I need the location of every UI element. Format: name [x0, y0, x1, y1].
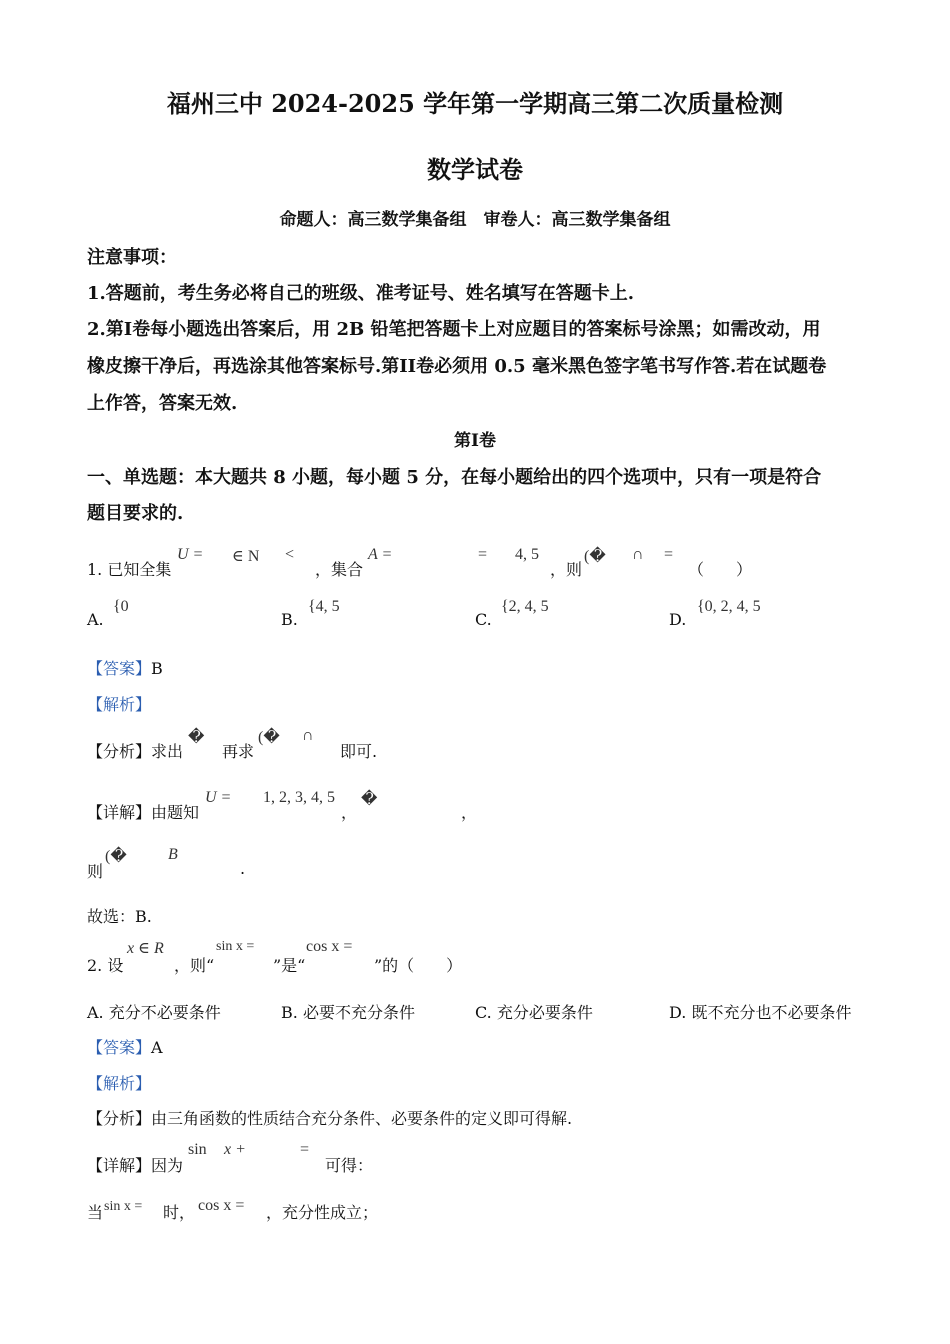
q2-detail-line: [87, 1153, 183, 1176]
q1-blank: （ ）: [688, 560, 753, 579]
q1-math-cap: ∩: [632, 546, 644, 563]
q2-option-b-text: 必要不充分条件: [302, 1003, 415, 1022]
q1-detail-m1: U =: [205, 789, 232, 806]
q1-math-45: 4, 5: [515, 546, 539, 563]
q2-when-m2: cos x =: [198, 1197, 245, 1214]
q1-then: 则: [87, 862, 104, 881]
q2-math-sin: sin x =: [216, 939, 255, 954]
q1-fenxi-m1: �: [188, 729, 205, 746]
q2-detail-a: 因为: [151, 1156, 184, 1175]
q2-option-d-text: 既不充分也不必要条件: [691, 1003, 852, 1022]
q1-fenxi-line: [87, 739, 183, 762]
q1-answer-tag: 【答案】: [87, 659, 152, 678]
q2-stem-c: ”是“: [273, 956, 306, 975]
q1-then-m2: B: [168, 846, 178, 863]
q2-when-b: 时，: [163, 1203, 196, 1222]
section-1-line-2: 题目要求的.: [87, 503, 184, 524]
q1-math-paren: (�: [584, 548, 606, 565]
q1-option-c-value: {2, 4, 5: [501, 598, 549, 615]
q2-detail-m1: sin: [188, 1141, 207, 1158]
q1-math-lt: <: [285, 546, 295, 563]
q1-then-dot: .: [240, 859, 246, 878]
q1-answer-line: [87, 656, 163, 679]
q2-option-a-text: 充分不必要条件: [108, 1003, 221, 1022]
q1-option-d-letter: D.: [669, 610, 687, 629]
part-1-label: 第I卷: [454, 431, 496, 451]
q2-when-m1: sin x =: [104, 1199, 143, 1214]
q1-fenxi-m3: ∩: [302, 727, 314, 744]
q1-analysis-tag: 【解析】: [87, 695, 152, 714]
q1-then-m1: (�: [105, 848, 127, 865]
q2-option-a-letter: A.: [87, 1003, 104, 1022]
q2-option-d-letter: D.: [669, 1003, 687, 1022]
q2-detail-m2: x +: [224, 1141, 246, 1158]
q1-detail-a: 由题知: [151, 803, 200, 822]
q2-analysis-tag: 【解析】: [87, 1074, 152, 1093]
q1-option-b-letter: B.: [281, 610, 298, 629]
q2-detail-tag: 【详解】: [87, 1156, 152, 1175]
q2-math-x: x ∈ R: [127, 940, 164, 957]
q1-stem-b: ，集合: [315, 560, 364, 579]
q2-fenxi-line: [87, 1106, 572, 1129]
q2-detail-b: 可得：: [325, 1156, 374, 1175]
exam-title: 福州三中 2024-2025 学年第一学期高三第二次质量检测: [166, 89, 784, 118]
q1-math-eq2: =: [664, 546, 674, 563]
q2-when-a: 当: [87, 1203, 104, 1222]
q1-detail-line: [87, 800, 199, 823]
q2-option-d: [669, 1000, 851, 1023]
q1-math-u: U =: [177, 546, 204, 563]
note-item-2-line-1: 2.第I卷每小题选出答案后，用 2B 铅笔把答题卡上对应题目的答案标号涂黑；如需改动，用: [87, 319, 821, 340]
q2-option-b-letter: B.: [281, 1003, 298, 1022]
authors-line: 命题人：高三数学集备组 审卷人：高三数学集备组: [279, 210, 671, 230]
q1-stem-c: ，则: [550, 560, 583, 579]
q1-detail-tag: 【详解】: [87, 803, 152, 822]
q2-stem-d: ”的（ ）: [374, 956, 463, 975]
note-item-2-line-3: 上作答，答案无效.: [87, 393, 238, 414]
q2-option-a: [87, 1000, 221, 1023]
note-item-1: 1.答题前，考生务必将自己的班级、准考证号、姓名填写在答题卡上.: [87, 283, 635, 304]
q1-fenxi-c: 即可.: [340, 742, 378, 761]
q1-fenxi-b: 再求: [222, 742, 255, 761]
q1-detail-m2: 1, 2, 3, 4, 5: [263, 789, 335, 806]
q2-option-c-letter: C.: [475, 1003, 492, 1022]
exam-subtitle: 数学试卷: [427, 155, 523, 184]
q1-conclusion: 故选：B.: [87, 907, 152, 926]
q1-math-n: ∈ N: [232, 548, 260, 565]
q1-fenxi-a: 求出: [151, 742, 184, 761]
note-item-2-line-2: 橡皮擦干净后，再选涂其他答案标号.第II卷必须用 0.5 毫米黑色签字笔书写作答.若在试题卷: [87, 356, 827, 377]
q1-option-d-value: {0, 2, 4, 5: [697, 598, 761, 615]
q1-option-c-letter: C.: [475, 610, 492, 629]
q2-answer-value: A: [151, 1038, 163, 1057]
q2-when-c: ，充分性成立；: [266, 1203, 379, 1222]
q1-math-a: A =: [368, 546, 393, 563]
q2-option-b: [281, 1000, 415, 1023]
q2-answer-tag: 【答案】: [87, 1038, 152, 1057]
q1-fenxi-tag: 【分析】: [87, 742, 152, 761]
q2-stem-b: ，则“: [174, 956, 215, 975]
notes-heading: 注意事项：: [87, 247, 177, 268]
q1-option-a-value: {0: [113, 598, 129, 615]
q1-math-eq: =: [478, 546, 488, 563]
q1-option-b-value: {4, 5: [308, 598, 340, 615]
q2-stem-a: 2. 设: [87, 956, 124, 975]
q2-fenxi-tag: 【分析】: [87, 1109, 152, 1128]
q2-detail-m3: =: [300, 1141, 310, 1158]
q1-detail-m3: �: [361, 791, 378, 808]
q1-detail-comma2: ，: [461, 803, 478, 822]
q2-fenxi-text: 由三角函数的性质结合充分条件、必要条件的定义即可得解.: [151, 1109, 573, 1128]
q1-stem-a: 1. 已知全集: [87, 560, 172, 579]
q1-detail-comma: ，: [341, 803, 358, 822]
q2-option-c: [475, 1000, 593, 1023]
section-1-line-1: 一、单选题：本大题共 8 小题，每小题 5 分，在每小题给出的四个选项中，只有一项是符合: [87, 467, 822, 488]
q2-answer-line: [87, 1035, 163, 1058]
q1-fenxi-m2: (�: [258, 729, 280, 746]
q2-option-c-text: 充分必要条件: [496, 1003, 593, 1022]
q2-math-cos: cos x =: [306, 938, 353, 955]
q1-answer-value: B: [151, 659, 163, 678]
q1-option-a-letter: A.: [87, 610, 104, 629]
